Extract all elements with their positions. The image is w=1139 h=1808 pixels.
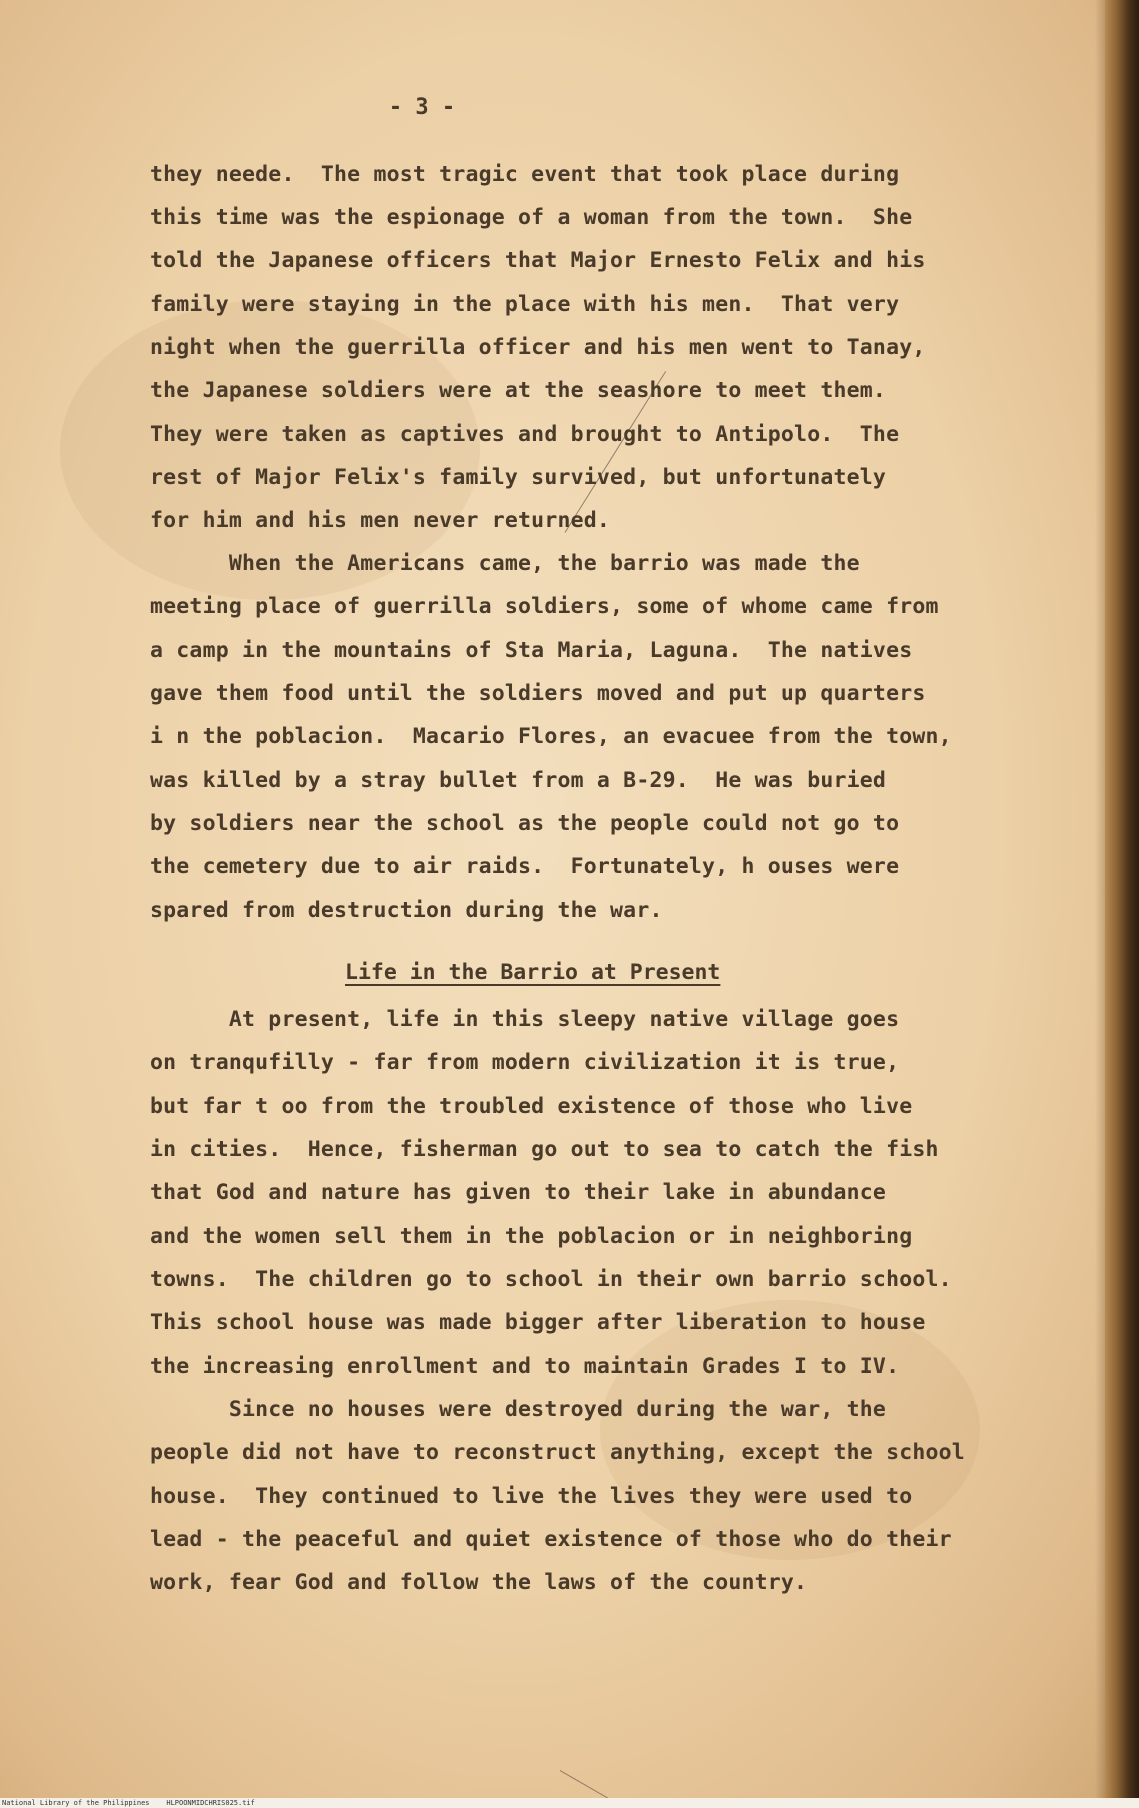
text-line: the cemetery due to air raids. Fortunately, h ouses were [150, 854, 900, 879]
text-line: When the Americans came, the barrio was made the [150, 551, 860, 576]
text-line: the increasing enrollment and to maintain Grades I to IV. [150, 1354, 900, 1379]
text-line: was killed by a stray bullet from a B-29. He was buried [150, 768, 887, 793]
paper-stain [600, 1300, 980, 1560]
section-heading: Life in the Barrio at Present [345, 960, 721, 985]
text-line: that God and nature has given to their lake in abundance [150, 1180, 887, 1205]
text-line: by soldiers near the school as the people could not go to [150, 811, 900, 836]
text-line: Since no houses were destroyed during the war, the [150, 1397, 887, 1422]
text-line: house. They continued to live the lives they were used to [150, 1484, 913, 1509]
text-line: people did not have to reconstruct anything, except the school [150, 1440, 965, 1465]
text-line: a camp in the mountains of Sta Maria, Laguna. The natives [150, 638, 913, 663]
binding-spine [1105, 0, 1139, 1808]
page-number: - 3 - [388, 95, 456, 120]
text-line: gave them food until the soldiers moved and put up quarters [150, 681, 926, 706]
text-line: spared from destruction during the war. [150, 898, 663, 923]
text-line: work, fear God and follow the laws of the country. [150, 1570, 808, 1595]
text-line: rest of Major Felix's family survived, but unfortunately [150, 465, 887, 490]
text-line: they neede. The most tragic event that took place during [150, 162, 900, 187]
pencil-mark [560, 1770, 612, 1801]
text-line: the Japanese soldiers were at the seashore to meet them. [150, 378, 887, 403]
text-line: but far t oo from the troubled existence of those who live [150, 1094, 913, 1119]
text-line: i n the poblacion. Macario Flores, an evacuee from the town, [150, 724, 952, 749]
text-line: in cities. Hence, fisherman go out to sea to catch the fish [150, 1137, 939, 1162]
text-line: meeting place of guerrilla soldiers, some of whome came from [150, 594, 939, 619]
text-line: At present, life in this sleepy native village goes [150, 1007, 900, 1032]
text-line: for him and his men never returned. [150, 508, 611, 533]
text-line: told the Japanese officers that Major Ernesto Felix and his [150, 248, 926, 273]
text-line: on tranqufilly - far from modern civilization it is true, [150, 1050, 900, 1075]
text-line: and the women sell them in the poblacion or in neighboring [150, 1224, 913, 1249]
text-line: They were taken as captives and brought to Antipolo. The [150, 422, 900, 447]
text-line: This school house was made bigger after liberation to house [150, 1310, 926, 1335]
text-line: lead - the peaceful and quiet existence of those who do their [150, 1527, 952, 1552]
text-line: family were staying in the place with his men. That very [150, 292, 900, 317]
page-edge-shadow [1095, 0, 1105, 1808]
text-line: night when the guerrilla officer and his men went to Tanay, [150, 335, 926, 360]
text-line: this time was the espionage of a woman from the town. She [150, 205, 913, 230]
archive-footer: National Library of the Philippines HLPOONMIDCHRIS025.tif [0, 1798, 1139, 1808]
text-line: towns. The children go to school in their own barrio school. [150, 1267, 952, 1292]
